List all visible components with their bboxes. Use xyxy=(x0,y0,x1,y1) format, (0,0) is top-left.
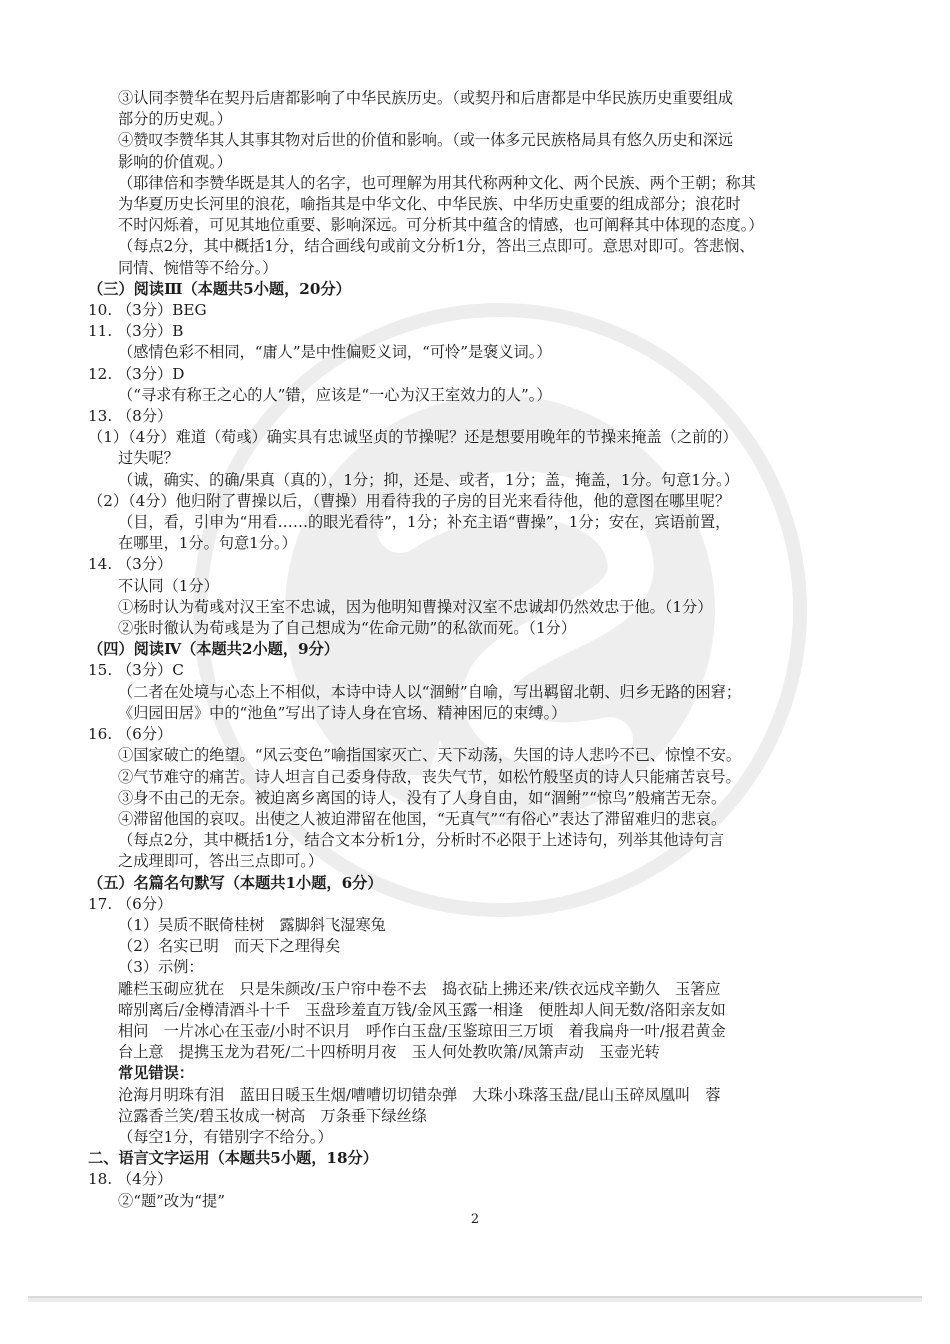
text-line: （“寻求有称王之心的人”错，应该是“一心为汉王室效力的人”。） xyxy=(118,385,552,404)
section-heading: （五）名篇名句默写（本题共1小题，6分） xyxy=(88,873,383,892)
text-line: 雕栏玉砌应犹在 只是朱颜改/玉户帘中卷不去 捣衣砧上拂还来/铁衣远戍辛勤久 玉箸应 xyxy=(118,979,721,998)
text-line: （感情色彩不相同，“庸人”是中性偏贬义词，“可怜”是褒义词。） xyxy=(118,343,552,362)
text-line: 啼别离后/金樽清酒斗十千 玉盘珍羞直万钱/金风玉露一相逢 便胜却人间无数/洛阳亲友如 xyxy=(118,1000,726,1019)
text-line: 同情、惋惜等不给分。） xyxy=(118,258,278,277)
text-line: ②气节难守的痛苦。诗人坦言自己委身侍敌，丧失气节，如松竹般坚贞的诗人只能痛苦哀号。 xyxy=(118,767,741,786)
text-line: （耶律倍和李赞华既是其人的名字，也可理解为用其代称两种文化、两个民族、两个王朝；称其 xyxy=(118,173,756,192)
section-heading: 二、语言文字运用（本题共5小题，18分） xyxy=(88,1149,378,1168)
section-heading: （四）阅读Ⅳ（本题共2小题，9分） xyxy=(88,640,339,659)
text-line: 在哪里，1分。句意1分。） xyxy=(118,534,297,553)
text-line: （2）名实已明 而天下之理得矣 xyxy=(118,937,341,956)
text-line: （每点2分，其中概括1分，结合文本分析1分，分析时不必限于上述诗句，列举其他诗句言 xyxy=(118,831,725,850)
text-line: （二者在处境与心态上不相似，本诗中诗人以“涸鲋”自喻，写出羁留北朝、归乡无路的困窘； xyxy=(118,682,742,701)
page-bottom-shadow xyxy=(28,1298,922,1302)
text-line: ①国家破亡的绝望。“风云变色”喻指国家灭亡、天下动荡，失国的诗人悲吟不已、惊惶不安。 xyxy=(118,746,742,765)
section-heading: （三）阅读Ⅲ（本题共5小题，20分） xyxy=(88,279,351,298)
text-line: （每点2分，其中概括1分，结合画线句或前文分析1分，答出三点即可。意思对即可。答悲悯、 xyxy=(118,237,755,256)
text-line: 11. （3分）B xyxy=(88,322,184,341)
text-line: 不认同（1分） xyxy=(118,576,219,595)
text-line: （每空1分，有错别字不给分。） xyxy=(118,1127,333,1146)
text-line: 相问 一片冰心在玉壶/小时不识月 呼作白玉盘/玉鉴琼田三万顷 着我扁舟一叶/报君黄金 xyxy=(118,1021,726,1040)
text-line: ④赞叹李赞华其人其事其物对后世的价值和影响。（或一体多元民族格局具有悠久历史和深远 xyxy=(118,131,734,150)
text-line: 常见错误： xyxy=(118,1064,194,1083)
text-line: ③认同李赞华在契丹后唐都影响了中华民族历史。（或契丹和后唐都是中华民族历史重要组成 xyxy=(118,89,734,107)
text-line: （1）（4分）难道（荀彧）确实具有忠诚坚贞的节操呢？还是想要用晚年的节操来掩盖（之前的） xyxy=(88,428,738,447)
text-line: （1）吴质不眠倚桂树 露脚斜飞湿寒兔 xyxy=(118,915,386,934)
answer-key-body xyxy=(88,88,868,1212)
text-line: ③身不由己的无奈。被迫离乡离国的诗人，没有了人身自由，如“涸鲋”“惊鸟”般痛苦无奈。 xyxy=(118,788,727,807)
text-line: （2）（4分）他归附了曹操以后，（曹操）用看待我的子房的目光来看待他，他的意图在哪里呢？ xyxy=(88,491,731,510)
text-line: ②张时徹认为荀彧是为了自己想成为“佐命元勋”的私欲而死。（1分） xyxy=(118,619,577,638)
text-line: 12. （3分）D xyxy=(88,364,185,383)
text-line: 过失呢？ xyxy=(118,449,179,468)
text-line: 台上意 提携玉龙为君死/二十四桥明月夜 玉人何处教吹箫/凤箫声动 玉壶光转 xyxy=(118,1043,660,1062)
text-line: 13. （8分） xyxy=(88,407,173,426)
text-line: 泣露香兰笑/碧玉妆成一树高 万条垂下绿丝绦 xyxy=(118,1106,427,1125)
text-line: 17. （6分） xyxy=(88,894,173,913)
text-line: 影响的价值观。） xyxy=(118,152,232,171)
text-line: ①杨时认为荀彧对汉王室不忠诚，因为他明知曹操对汉室不忠诚却仍然效忠于他。（1分） xyxy=(118,597,713,616)
text-line: 为华夏历史长河里的浪花，喻指其是中华文化、中华民族、中华历史重要的组成部分；浪花时 xyxy=(118,195,741,214)
text-line: 18. （4分） xyxy=(88,1170,173,1189)
page-number: 2 xyxy=(470,1212,480,1227)
text-line: 15. （3分）C xyxy=(88,661,184,680)
text-line: 之成理即可，答出三点即可。） xyxy=(118,852,324,871)
text-line: 10. （3分）BEG xyxy=(88,301,207,320)
text-line: （3）示例： xyxy=(118,958,204,977)
text-line: ②“题”改为“提” xyxy=(118,1191,225,1210)
text-line: （诚，确实、的确/果真（真的），1分；抑，还是、或者，1分；盖，掩盖，1分。句意1分。） xyxy=(118,470,739,489)
text-line: （目，看，引申为“用看……的眼光看待”，1分；补充主语“曹操”，1分；安在，宾语前置， xyxy=(118,513,731,532)
text-line: ④滞留他国的哀叹。出使之人被迫滞留在他国，“无真气”“有俗心”表达了滞留难归的悲哀。 xyxy=(118,809,727,828)
text-line: 16. （6分） xyxy=(88,725,173,744)
text-line: 不时闪烁着，可见其地位重要、影响深远。可分析其中蕴含的情感，也可阐释其中体现的态度。） xyxy=(118,216,764,235)
text-line: 沧海月明珠有泪 蓝田日暖玉生烟/嘈嘈切切错杂弹 大珠小珠落玉盘/昆山玉碎凤凰叫 蓉 xyxy=(118,1085,721,1104)
text-line: 《归园田居》中的“池鱼”写出了诗人身在官场、精神困厄的束缚。） xyxy=(118,703,567,722)
text-line: 14. （3分） xyxy=(88,555,173,574)
text-line: 部分的历史观。） xyxy=(118,110,232,129)
